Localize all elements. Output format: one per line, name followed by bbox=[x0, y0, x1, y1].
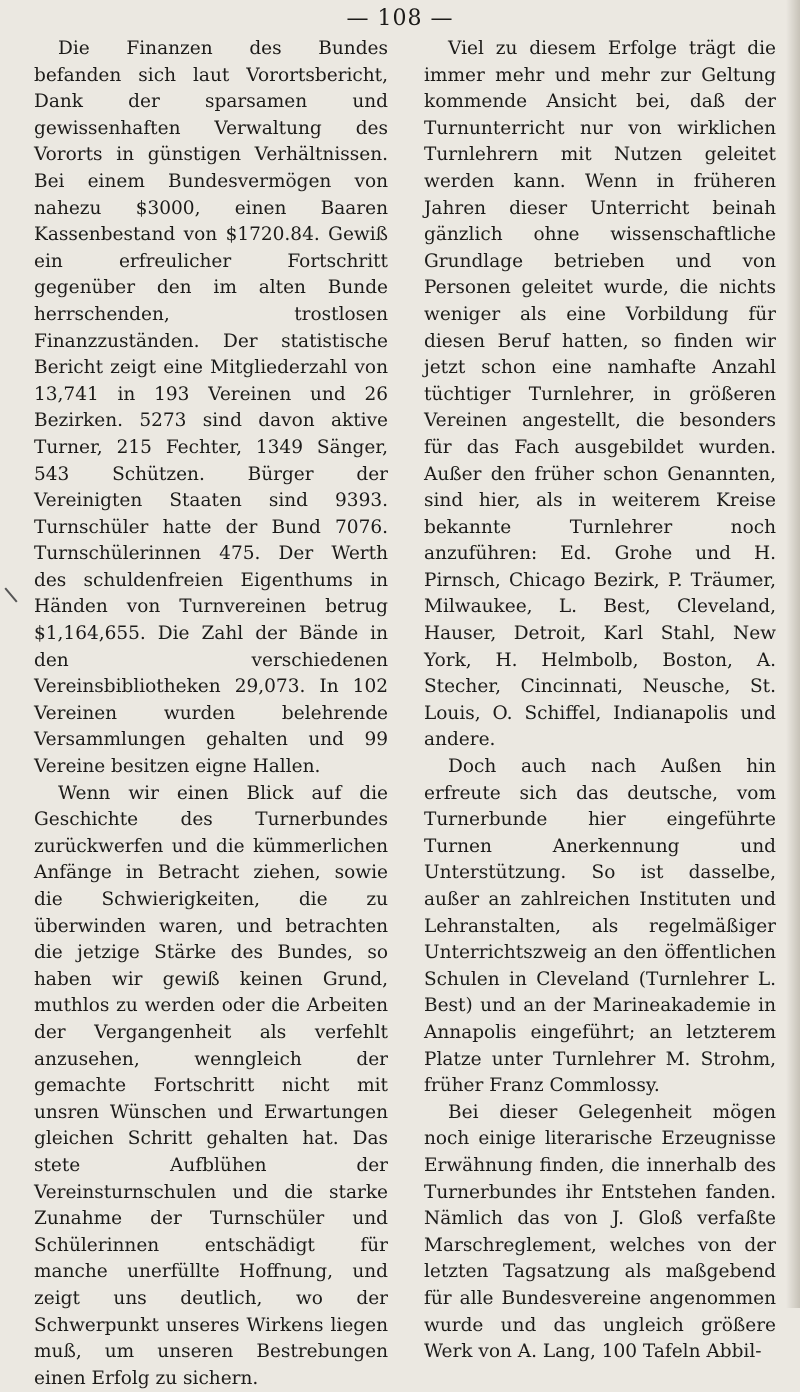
page-number: — 108 — bbox=[346, 6, 454, 31]
right-column bbox=[424, 36, 776, 1366]
paragraph: Viel zu diesem Erfolge trägt die immer mehr und mehr zur Geltung kommende Ansicht bei, daß der Turnunterricht nur von wirklichen Turnlehrern mit Nutzen geleitet werden kann. Wenn in früheren Jahren dieser Unterricht beinah gänzlich ohne wissenschaftliche Grundlage betrieben und von Personen geleitet wurde, die nichts weniger als eine Vorbildung für diesen Beruf hatten, so finden wir jetzt schon eine namhafte Anzahl tüchtiger Turnlehrer, in größeren Vereinen angestellt, die besonders für das Fach ausgebildet wurden. Außer den früher schon Genannten, sind hier, als in weiterem Kreise bekannte Turnlehrer noch anzuführen: Ed. Grohe und H. Pirnsch, Chicago Bezirk, P. Träumer, Milwaukee, L. Best, Cleveland, Hauser, Detroit, Karl Stahl, New York, H. Helmbolb, Boston, A. Stecher, Cincinnati, Neusche, St. Louis, O. Schiffel, Indianapolis und andere. bbox=[424, 38, 776, 751]
paragraph: Die Finanzen des Bundes befanden sich laut Vorortsbericht, Dank der sparsamen und gewissenhaften Verwaltung des Vororts in günstigen Verhältnissen. Bei einem Bundesvermögen von nahezu $3000, einen Baaren Kassenbestand von $1720.84. Gewiß ein erfreulicher Fortschritt gegenüber den im alten Bunde herrschenden, trostlosen Finanzzuständen. Der statistische Bericht zeigt eine Mitgliederzahl von 13,741 in 193 Vereinen und 26 Bezirken. 5273 sind davon aktive Turner, 215 Fechter, 1349 Sänger, 543 Schützen. Bürger der Vereinigten Staaten sind 9393. Turnschüler hatte der Bund 7076. Turnschülerinnen 475. Der Werth des schuldenfreien Eigenthums in Händen von Turnvereinen betrug $1,164,655. Die Zahl der Bände in den verschiedenen Vereinsbibliotheken 29,073. In 102 Vereinen wurden belehrende Versammlungen gehalten und 99 Vereine besitzen eigne Hallen. bbox=[34, 38, 388, 778]
left-column bbox=[34, 36, 388, 1392]
paragraph: Wenn wir einen Blick auf die Geschichte des Turnerbundes zurückwerfen und die kümmerlichen Anfänge in Betracht ziehen, sowie die Schwierigkeiten, die zu überwinden waren, und betrachten die jetzige Stärke des Bundes, so haben wir gewiß keinen Grund, muthlos zu werden oder die Arbeiten der Vergangenheit als verfehlt anzusehen, wenngleich der gemachte Fortschritt nicht mit unsren Wünschen und Erwartungen gleichen Schritt gehalten hat. Das stete Aufblühen der Vereinsturnschulen und die starke Zunahme der Turnschüler und Schülerinnen entschädigt für manche unerfüllte Hoffnung, und zeigt uns deutlich, wo der Schwerpunkt unseres Wirkens liegen muß, um unseren Bestrebungen einen Erfolg zu sichern. bbox=[34, 782, 388, 1389]
page-edge-shadow bbox=[786, 0, 800, 1308]
paragraph: Bei dieser Gelegenheit mögen noch einige literarische Erzeugnisse Erwähnung finden, die innerhalb des Turnerbundes ihr Entstehen fanden. Nämlich das von J. Gloß verfaßte Marschreglement, welches von der letzten Tagsatzung als maßgebend für alle Bundesvereine angenommen wurde und das ungleich größere Werk von A. Lang, 100 Tafeln Abbil- bbox=[424, 1101, 776, 1363]
paragraph: Doch auch nach Außen hin erfreute sich das deutsche, vom Turnerbunde hier eingeführte Turnen Anerkennung und Unterstützung. So ist dasselbe, außer an zahlreichen Instituten und Lehranstalten, als regelmäßiger Unterrichtszweig an den öffentlichen Schulen in Cleveland (Turnlehrer L. Best) und an der Marineakademie in Annapolis eingeführt; an letzterem Platze unter Turnlehrer M. Strohm, früher Franz Commlossy. bbox=[424, 756, 776, 1097]
margin-mark bbox=[4, 587, 17, 602]
